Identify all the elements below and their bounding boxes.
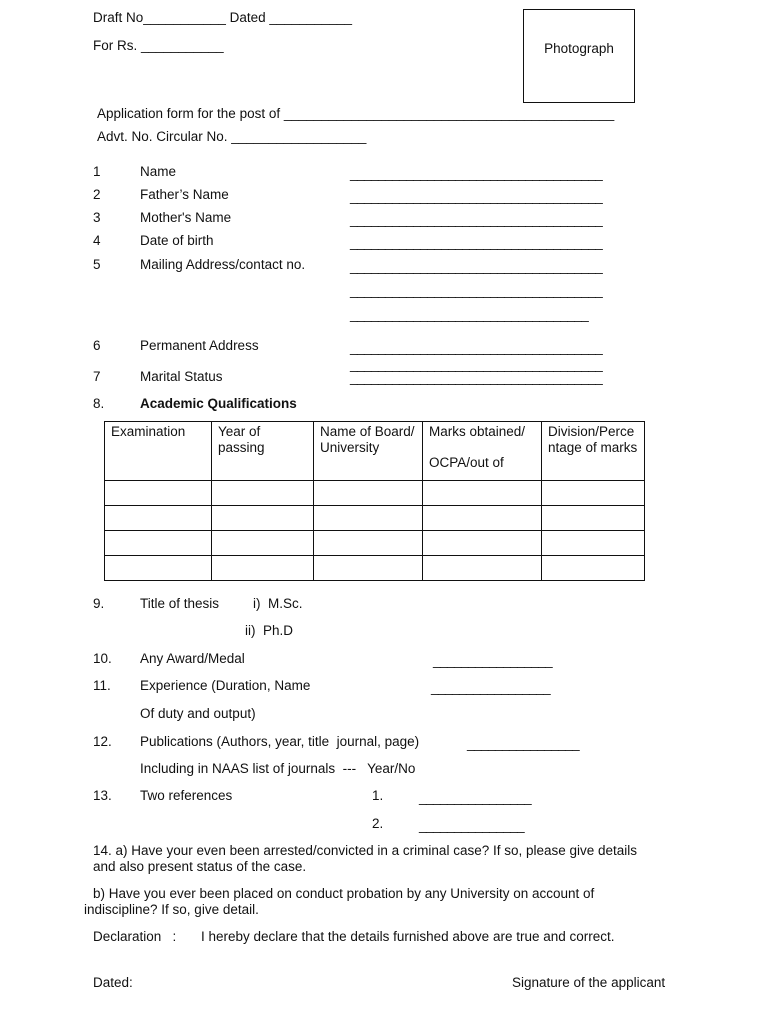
field-blank: ____________________________________ (350, 166, 603, 181)
references-label: Two references (140, 788, 233, 803)
advt-line: Advt. No. Circular No. __________________ (97, 129, 367, 144)
field-blank: ____________________________________ (350, 212, 603, 227)
table-row (105, 481, 645, 506)
draft-no-line: Draft No___________ Dated ___________ (93, 10, 352, 25)
table-cell[interactable] (423, 506, 542, 531)
post-line: Application form for the post of ____________________________________________ (97, 106, 615, 121)
thesis-num: 9. (93, 596, 105, 611)
experience-num: 11. (93, 678, 111, 693)
table-cell[interactable] (212, 531, 314, 556)
field-blank: ____________________________________ (350, 370, 603, 385)
experience-label: Experience (Duration, Name (140, 678, 311, 693)
experience-blank: _________________ (431, 680, 551, 695)
academic-title: Academic Qualifications (140, 396, 297, 411)
for-rs-line: For Rs. ___________ (93, 38, 224, 53)
field-label-mailing: Mailing Address/contact no. (140, 257, 306, 272)
table-cell[interactable] (105, 531, 212, 556)
declaration-text: I hereby declare that the details furnished above are true and correct. (201, 929, 615, 944)
publications-label-2: Including in NAAS list of journals --- Year/No (140, 761, 416, 776)
table-cell[interactable] (542, 556, 645, 581)
table-row (105, 506, 645, 531)
field-num: 4 (93, 233, 101, 248)
award-label: Any Award/Medal (140, 651, 245, 666)
reference-2-num: 2. (372, 816, 384, 831)
publications-label: Publications (Authors, year, title journal, page) (140, 734, 420, 749)
table-cell[interactable] (105, 506, 212, 531)
table-cell[interactable] (105, 556, 212, 581)
table-cell[interactable] (423, 531, 542, 556)
column-header: Year of passing (212, 422, 314, 481)
field-label-marital: Marital Status (140, 369, 223, 384)
declaration-label: Declaration : (93, 929, 177, 944)
academic-num: 8. (93, 396, 105, 411)
field-num: 3 (93, 210, 101, 225)
field-label-permanent: Permanent Address (140, 338, 259, 353)
experience-label-2: Of duty and output) (140, 706, 256, 721)
thesis-label: Title of thesis (140, 596, 220, 611)
publications-blank: ________________ (467, 736, 580, 751)
table-cell[interactable] (212, 506, 314, 531)
table-cell[interactable] (314, 481, 423, 506)
field-label-mother: Mother's Name (140, 210, 232, 225)
question-14a: 14. a) Have your even been arrested/convicted in a criminal case? If so, please give details and also present status of the case. (93, 843, 638, 874)
reference-1-blank: ________________ (419, 790, 532, 805)
table-cell[interactable] (314, 506, 423, 531)
field-blank: __________________________________ (350, 307, 589, 322)
field-num: 7 (93, 369, 101, 384)
thesis-phd: ii) Ph.D (245, 623, 294, 638)
field-num: 1 (93, 164, 101, 179)
question-14b: b) Have you ever been placed on conduct probation by any University on account of indiscipline? If so, give detail. (84, 886, 595, 917)
field-num: 2 (93, 187, 101, 202)
references-num: 13. (93, 788, 112, 803)
column-header: Examination (105, 422, 212, 481)
signature-label: Signature of the applicant (512, 975, 666, 990)
table-cell[interactable] (423, 481, 542, 506)
table-cell[interactable] (212, 556, 314, 581)
field-blank: ____________________________________ (350, 283, 603, 298)
field-blank: ____________________________________ (350, 235, 603, 250)
field-blank: ____________________________________ (350, 340, 603, 355)
award-blank: _________________ (433, 653, 553, 668)
table-cell[interactable] (105, 481, 212, 506)
table-row (105, 556, 645, 581)
academic-table (104, 421, 645, 581)
column-header: Name of Board/ University (314, 422, 423, 481)
table-row (105, 531, 645, 556)
field-blank: ____________________________________ (350, 259, 603, 274)
field-blank: ____________________________________ (350, 357, 603, 372)
field-label-father: Father’s Name (140, 187, 229, 202)
field-blank: ____________________________________ (350, 189, 603, 204)
table-cell[interactable] (542, 531, 645, 556)
table-cell[interactable] (212, 481, 314, 506)
dated-label: Dated: (93, 975, 133, 990)
reference-1-num: 1. (372, 788, 384, 803)
table-cell[interactable] (542, 506, 645, 531)
table-cell[interactable] (423, 556, 542, 581)
award-num: 10. (93, 651, 112, 666)
reference-2-blank: _______________ (419, 818, 525, 833)
field-label-name: Name (140, 164, 177, 179)
field-num: 6 (93, 338, 101, 353)
table-cell[interactable] (314, 556, 423, 581)
column-header: Marks obtained/ OCPA/out of (423, 422, 542, 481)
field-label-dob: Date of birth (140, 233, 214, 248)
table-cell[interactable] (314, 531, 423, 556)
publications-num: 12. (93, 734, 112, 749)
photograph-box (523, 9, 635, 103)
table-cell[interactable] (542, 481, 645, 506)
thesis-msc: i) M.Sc. (253, 596, 303, 611)
table-header-row (105, 422, 645, 481)
photograph-label: Photograph (544, 41, 614, 56)
column-header: Division/Percentage of marks (542, 422, 645, 481)
field-num: 5 (93, 257, 101, 272)
